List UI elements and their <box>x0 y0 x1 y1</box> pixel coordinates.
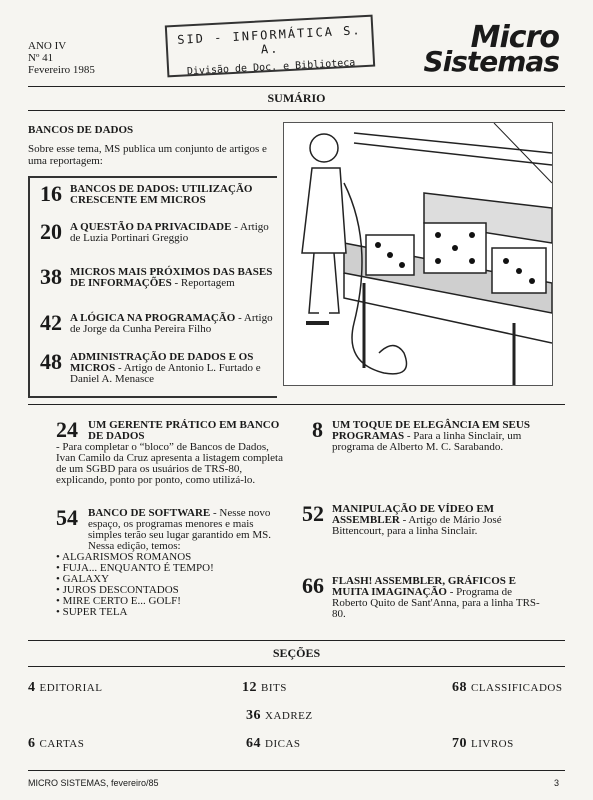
section-xadrez[interactable] <box>246 708 313 724</box>
section-label: LIVROS <box>471 738 514 750</box>
toc-entry[interactable] <box>40 349 272 385</box>
page-number: 68 <box>452 680 467 695</box>
toc-entry[interactable] <box>40 181 280 206</box>
entry-body: - Reportagem <box>171 277 235 289</box>
entry-title: A QUESTÃO DA PRIVACIDADE <box>70 221 232 233</box>
page-number: 24 <box>56 417 78 442</box>
section-label: XADREZ <box>265 710 313 722</box>
entry-body: - Para a linha Sinclair, um programa de Alberto M. C. Sarabando. <box>332 430 522 453</box>
section-dicas[interactable] <box>246 736 301 752</box>
software-list <box>56 552 288 618</box>
toc-entry[interactable] <box>302 573 542 620</box>
divider <box>28 110 565 111</box>
entry-title: UM TOQUE DE ELEGÂNCIA EM SEUS PROGRAMAS <box>332 419 530 442</box>
toc-entry[interactable] <box>56 505 288 618</box>
page-number: 3 <box>553 778 559 788</box>
page-number: 48 <box>40 349 62 374</box>
intro-text: Sobre esse tema, MS publica um conjunto de artigos e uma reportagem: <box>28 143 267 167</box>
issue-volume: ANO IV <box>28 40 67 52</box>
stamp-line-1: SID - INFORMÁTICA S. A. <box>176 23 362 57</box>
sumario-title: SUMÁRIO <box>267 91 326 105</box>
section-cartas[interactable] <box>28 736 84 752</box>
page-number: 6 <box>28 736 36 751</box>
library-stamp <box>165 15 375 78</box>
issue-number: Nº 41 <box>28 52 54 64</box>
divider <box>28 404 565 405</box>
issue-info <box>28 40 95 76</box>
list-item: • SUPER TELA <box>56 607 288 618</box>
page-number: 64 <box>246 736 261 751</box>
page-number: 66 <box>302 573 324 598</box>
toc-entry[interactable] <box>302 501 542 537</box>
page-number: 52 <box>302 501 324 526</box>
entry-body: - Artigo de Jorge da Cunha Pereira Filho <box>70 312 273 335</box>
logo-line-2: Sistemas <box>423 45 559 78</box>
entry-body: - Para completar o “bloco” de Bancos de Dados, Ivan Camilo da Cruz apresenta a listagem completa de um SGBD para os usuários de TRS-80, explicando, ponto por ponto, como utilizá-lo. <box>56 441 283 486</box>
list-item: • GALAXY <box>56 574 288 585</box>
logo-line-1: Micro <box>470 20 559 55</box>
divider <box>28 86 565 87</box>
page-number: 4 <box>28 680 36 695</box>
entry-body: - Artigo de Mário José Bittencourt, para a linha Sinclair. <box>332 514 502 537</box>
illustration-svg <box>284 123 552 385</box>
entry-title: BANCO DE SOFTWARE <box>88 507 211 519</box>
entry-title: UM GERENTE PRÁTICO EM BANCO DE DADOS <box>88 419 280 442</box>
entry-title: BANCOS DE DADOS: UTILIZAÇÃO CRESCENTE EM MICROS <box>70 183 253 206</box>
section-editorial[interactable] <box>28 680 102 696</box>
toc-entry[interactable] <box>312 417 542 453</box>
divider <box>28 640 565 641</box>
section-label: CLASSIFICADOS <box>471 682 563 694</box>
section-label: CARTAS <box>39 738 85 750</box>
list-item: • MIRE CERTO E... GOLF! <box>56 596 288 607</box>
list-item: • FUJA... ENQUANTO É TEMPO! <box>56 563 288 574</box>
section-classificados[interactable] <box>452 680 562 696</box>
cover-illustration <box>283 122 553 386</box>
entry-title: ADMINISTRAÇÃO DE DADOS E OS MICROS <box>70 351 254 374</box>
list-item: • ALGARISMOS ROMANOS <box>56 552 288 563</box>
page-number: 8 <box>312 417 323 442</box>
toc-entry[interactable] <box>40 264 280 289</box>
entry-body: - Artigo de Luzia Portinari Greggio <box>70 221 269 244</box>
page-number: 38 <box>40 264 62 289</box>
page-number: 20 <box>40 219 62 244</box>
entry-body: - Nesse novo espaço, os programas menores e mais simples terão seu lugar garantido em MS. Nessa edição, temos: <box>88 507 271 552</box>
divider <box>28 666 565 667</box>
magazine-logo <box>389 20 559 78</box>
section-bits[interactable] <box>242 680 287 696</box>
entry-body: - Artigo de Antonio L. Furtado e Daniel A. Menasce <box>70 362 261 385</box>
secoes-title: SEÇÕES <box>272 646 321 660</box>
page-number: 36 <box>246 708 261 723</box>
section-label: EDITORIAL <box>39 682 103 694</box>
list-item: • JUROS DESCONTADOS <box>56 585 288 596</box>
section-label: DICAS <box>265 738 301 750</box>
entry-title: FLASH! ASSEMBLER, GRÁFICOS E MUITA IMAGINAÇÃO <box>332 575 516 598</box>
page-number: 12 <box>242 680 257 695</box>
page-number: 16 <box>40 181 62 206</box>
entry-title: MANIPULAÇÃO DE VÍDEO EM ASSEMBLER <box>332 503 495 526</box>
entry-title: MICROS MAIS PRÓXIMOS DAS BASES DE INFORMAÇÕES <box>70 266 273 289</box>
intro-heading: BANCOS DE DADOS <box>28 124 134 136</box>
footer-text: MICRO SISTEMAS, fevereiro/85 <box>28 778 159 788</box>
toc-entry[interactable] <box>40 310 280 335</box>
entry-body: - Programa de Roberto Quito de Sant'Anna, para a linha TRS-80. <box>332 586 540 620</box>
issue-date: Fevereiro 1985 <box>28 64 95 76</box>
toc-entry[interactable] <box>40 219 280 244</box>
stamp-line-2: Divisão de Doc. e Biblioteca <box>186 57 356 78</box>
toc-entry[interactable] <box>56 417 288 486</box>
entry-title: A LÓGICA NA PROGRAMAÇÃO <box>70 312 236 324</box>
page-number: 70 <box>452 736 467 751</box>
section-livros[interactable] <box>452 736 514 752</box>
page-number: 54 <box>56 505 78 530</box>
section-label: BITS <box>261 682 287 694</box>
page-number: 42 <box>40 310 62 335</box>
divider <box>28 770 565 771</box>
